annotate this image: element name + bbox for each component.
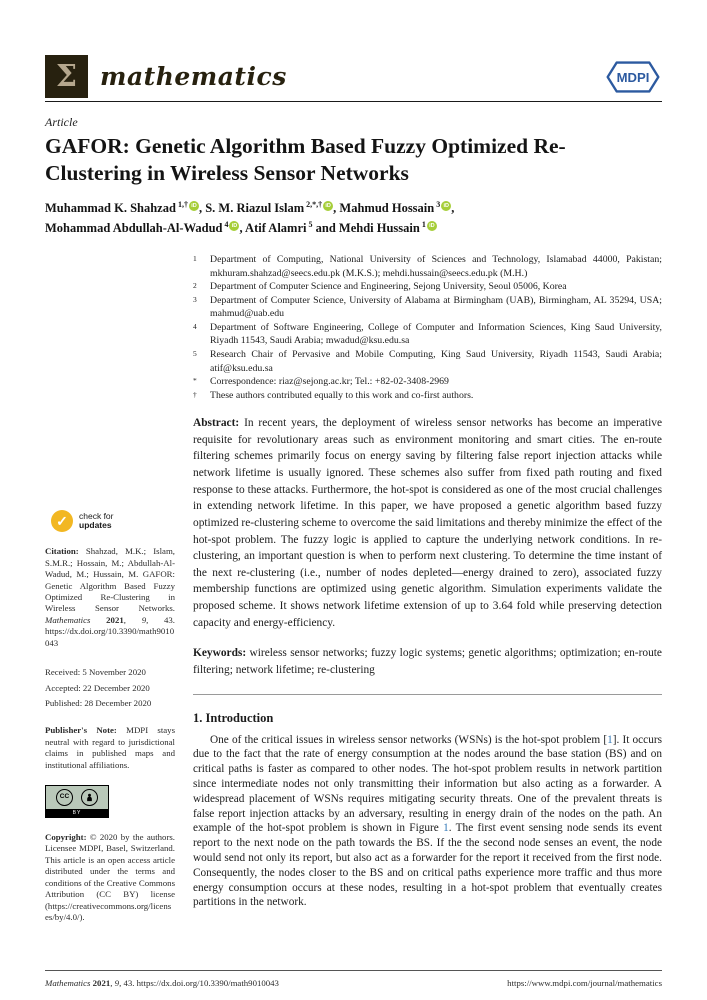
cc-by-badge[interactable] xyxy=(45,785,109,818)
citation-doi-link[interactable]: , 43. https://dx.doi.org/10.3390/math9010043 xyxy=(45,614,175,648)
affiliation-text: Department of Computer Science, University of Alabama at Birmingham (UAB), Birmingham, AL 35294, USA; mahmud@uab.edu xyxy=(210,294,662,320)
affiliation-text: Department of Computer Science and Engineering, Sejong University, Seoul 05006, Korea xyxy=(210,281,567,293)
footer-doi-link[interactable]: , 43. https://dx.doi.org/10.3390/math9010043 xyxy=(119,978,279,988)
citation-year: 2021 xyxy=(90,614,124,625)
footer-sep: , xyxy=(110,978,115,988)
affiliation-marker: 2 xyxy=(193,281,197,291)
footer-citation xyxy=(45,978,279,988)
citation-block xyxy=(45,546,175,649)
citation-sep: , xyxy=(123,614,142,625)
footer-journal-url[interactable]: https://www.mdpi.com/journal/mathematics xyxy=(507,978,662,988)
affiliation-text: Research Chair of Pervasive and Mobile Computing, King Saud University, Riyadh 11543, Saudi Arabia; atif@ksu.edu.sa xyxy=(210,348,662,374)
page-footer xyxy=(45,970,662,988)
mdpi-logo-icon xyxy=(604,58,662,96)
orcid-icon[interactable]: iD xyxy=(427,221,437,231)
author-name: Muhammad K. Shahzad xyxy=(45,201,176,216)
history-dates xyxy=(45,665,175,711)
copyright-block xyxy=(45,832,175,923)
orcid-icon[interactable]: iD xyxy=(323,201,333,211)
abstract-text: In recent years, the deployment of wireless sensor networks has become an imperative requisite for revolutionary areas such as environment monitoring and smart cities. The en-route filtering schemes primarily focus on energy saving by filtering false report injection attacks while network lifetime is usually ignored. These schemes also suffer from fixed path routing and fixed response to these attacks. Furthermore, the hot-spot is considered as one of the most crucial challenges in extending network lifetime. In this paper, we have proposed a genetic algorithm based fuzzy optimized re-clustering scheme to overcome the said limitations and thereby minimize the effect of the hot-spot problem. The fuzzy logic is applied to capture the underlying network conditions. In re-clustering, an important question is when to perform next clustering. To determine the time instant of the next re-clustering (i.e., number of nodes depleted—energy drained to zero), associated fuzzy membership functions are optimized using genetic algorithm. Simulation experiments validate the proposed scheme. It shows network lifetime extension of up to 3.64 fold while preserving detection capacity and energy-efficiency. xyxy=(193,417,662,629)
intro-text: One of the critical issues in wireless sensor networks (WSNs) is the hot-spot problem [ xyxy=(210,733,608,746)
affiliation xyxy=(193,321,662,348)
author-name: Mehdi Hussain xyxy=(338,221,420,235)
cc-icon: CC xyxy=(56,789,73,806)
citation-text: Shahzad, M.K.; Islam, S.M.R.; Hossain, M.; Abdullah-Al-Wadud, M.; Hussain, M. GAFOR: Genetic Algorithm Based Fuzzy Optimized Re-Clustering in Wireless Sensor Networks. xyxy=(45,546,175,614)
affiliation-marker: † xyxy=(193,389,197,399)
affiliation-marker: 3 xyxy=(193,294,197,304)
author-name: Mahmud Hossain xyxy=(339,201,435,216)
publisher-note-label: Publisher's Note: xyxy=(45,725,117,736)
author xyxy=(205,201,339,215)
figure-ref-link[interactable]: 1 xyxy=(443,822,449,835)
author-separator: and xyxy=(312,221,339,235)
paper-title: GAFOR: Genetic Algorithm Based Fuzzy Optimized Re-Clustering in Wireless Sensor Networks xyxy=(45,134,566,185)
affiliation-marker: 1 xyxy=(193,254,197,264)
author-separator: , xyxy=(333,201,340,216)
orcid-icon[interactable]: iD xyxy=(229,221,239,231)
check-updates-text xyxy=(79,512,114,532)
sigma-icon xyxy=(45,55,88,98)
article-type-label: Article xyxy=(45,115,78,129)
author-sup: 1,† xyxy=(177,200,188,210)
author xyxy=(45,221,245,235)
published-date: Published: 28 December 2020 xyxy=(45,697,152,708)
cc-by-label: BY xyxy=(46,809,108,817)
author-name: Mohammad Abdullah-Al-Wadud xyxy=(45,221,223,235)
footer-volume: 9 xyxy=(114,978,120,988)
author-sup: 5 xyxy=(308,219,313,229)
affiliation-marker: 5 xyxy=(193,348,197,358)
footer-year: 2021 xyxy=(90,978,111,988)
author-separator: , xyxy=(451,201,455,216)
author xyxy=(45,201,205,215)
person-icon xyxy=(81,789,98,806)
intro-text: . The first event sensing node sends its event report to the next node on the path towards the BS. If the the second node senses an event, the node would send not only its report, but also act as a forwarder for the report it received from the first node. Consequently, the nodes closer to the BS and on critical paths experience more traffic and thus more energy consumption occurs at these nodes, resulting in a hot-spot problem that eventually creates partitions in the network. xyxy=(193,822,663,909)
accepted-date: Accepted: 22 December 2020 xyxy=(45,682,150,693)
affiliation xyxy=(193,348,662,375)
left-sidebar xyxy=(45,253,175,923)
abstract-label: Abstract: xyxy=(193,417,240,430)
journal-name: mathematics xyxy=(100,62,287,91)
author-name: Atif Alamri xyxy=(245,221,307,235)
affiliation-marker: 4 xyxy=(193,321,197,331)
journal-header xyxy=(45,55,662,99)
section-heading: 1. Introduction xyxy=(193,710,274,725)
author-separator: , xyxy=(239,221,246,235)
author-sup: 3 xyxy=(436,200,441,210)
citation-journal: Mathematics xyxy=(45,614,91,625)
author-sup: 2,*,† xyxy=(306,200,323,210)
cc-icons xyxy=(46,786,108,809)
main-column xyxy=(193,253,662,923)
author xyxy=(339,201,454,215)
intro-text: ]. It occurs due to the fact that the rate of energy consumption at the nodes around the base station (BS) and on critical paths is faster as compared to other nodes. The hot-spot problem results in network partition since intermediate nodes not only transmitting their information but also acting as a forwarder. A widespread placement of WSNs requires mitigating security threats. One of the prevalent threats is false report injection attacks by an adversary, resulting in energy drain of the nodes on the path. An example of the hot-spot problem is shown in Figure xyxy=(193,733,662,835)
citation-ref-link[interactable]: 1 xyxy=(607,733,613,746)
author xyxy=(245,221,339,235)
affiliation-marker: * xyxy=(193,376,197,386)
citation-volume: 9 xyxy=(141,614,147,625)
footer-divider xyxy=(45,970,662,971)
footer-row xyxy=(45,978,662,988)
check-icon: ✓ xyxy=(51,510,73,532)
keywords-text: wireless sensor networks; fuzzy logic systems; genetic algorithms; optimization; en-route filtering; network lifetime; re-clustering xyxy=(193,647,662,677)
affiliation-text: Department of Computing, National University of Sciences and Technology, Islamabad 44000, Pakistan; mkhuram.shahzad@seecs.edu.pk (M.K.S.); mehdi.hussain@seecs.edu.pk (M.H.) xyxy=(210,254,662,279)
affiliation xyxy=(193,280,662,294)
orcid-icon[interactable]: iD xyxy=(441,201,451,211)
content-columns xyxy=(45,253,662,923)
copyright-text: © 2020 by the authors. Licensee MDPI, Basel, Switzerland. This article is an open access article distributed under the terms and conditions of the Creative Commons Attribution (CC BY) license (https://creativecommons.org/licenses/by/4.0/). xyxy=(45,832,175,922)
keywords-label: Keywords: xyxy=(193,647,247,660)
affiliation xyxy=(193,253,662,280)
sigma-glyph: Σ xyxy=(55,58,78,94)
journal-logo xyxy=(45,55,287,98)
mdpi-label: MDPI xyxy=(616,69,650,85)
affiliation xyxy=(193,375,662,389)
citation-label: Citation: xyxy=(45,546,79,557)
author-list xyxy=(45,199,620,238)
author xyxy=(339,221,437,235)
check-updates-line1: check for xyxy=(79,510,114,521)
received-date: Received: 5 November 2020 xyxy=(45,667,146,678)
affiliation-text: These authors contributed equally to this work and co-first authors. xyxy=(210,389,474,401)
author-sup: 4 xyxy=(224,219,229,229)
affiliation xyxy=(193,294,662,321)
mdpi-logo[interactable] xyxy=(604,58,662,101)
orcid-icon[interactable]: iD xyxy=(189,201,199,211)
sidebar-spacer xyxy=(45,253,175,510)
footer-journal: Mathematics xyxy=(45,978,91,988)
affiliation-text: Correspondence: riaz@sejong.ac.kr; Tel.: +82-02-3408-2969 xyxy=(210,376,449,388)
header-divider xyxy=(45,101,662,102)
copyright-label: Copyright: xyxy=(45,832,87,843)
keywords xyxy=(193,645,662,678)
publisher-note xyxy=(45,725,175,771)
affiliation xyxy=(193,389,662,403)
affiliation-list xyxy=(193,253,662,402)
section-divider xyxy=(193,694,662,695)
author-separator: , xyxy=(198,201,206,216)
abstract xyxy=(193,415,662,631)
author-name: S. M. Riazul Islam xyxy=(205,201,305,216)
intro-paragraph xyxy=(193,733,662,911)
affiliation-text: Department of Software Engineering, College of Computer and Information Sciences, King Saud University, Riyadh 11543, Saudi Arabia; mwadud@ksu.edu.sa xyxy=(210,321,662,347)
publisher-note-text: MDPI stays neutral with regard to jurisdictional claims in published maps and institutional affiliations. xyxy=(45,725,175,770)
author-sup: 1 xyxy=(421,219,426,229)
check-updates-line2: updates xyxy=(79,520,112,531)
check-updates-badge[interactable] xyxy=(51,510,175,532)
